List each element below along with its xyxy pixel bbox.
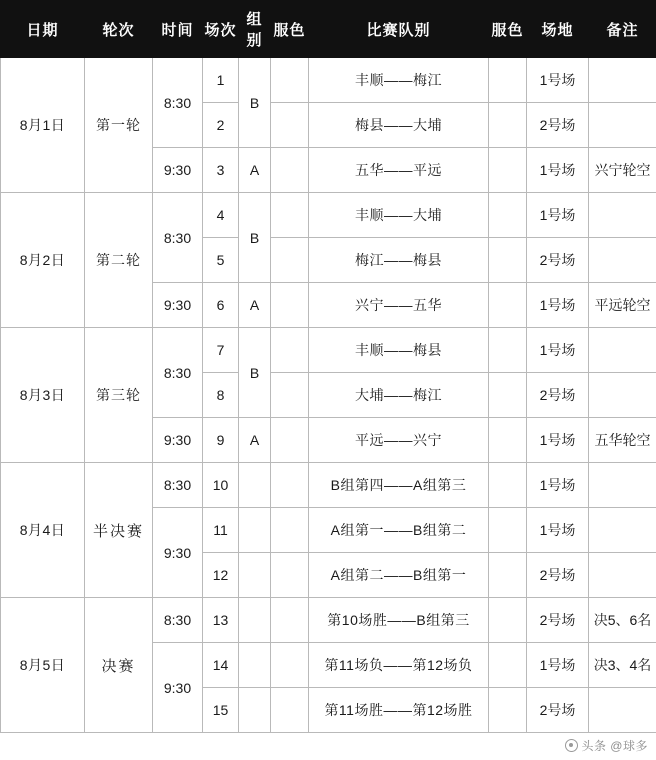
header-time: 时间 bbox=[153, 1, 203, 58]
header-match-no: 场次 bbox=[203, 1, 239, 58]
kit-color-left-cell bbox=[271, 643, 309, 688]
kit-color-left-cell bbox=[271, 193, 309, 238]
group-cell: A bbox=[239, 283, 271, 328]
table-row bbox=[1, 58, 656, 103]
header-row bbox=[1, 1, 656, 58]
teams-cell: 兴宁——五华 bbox=[309, 283, 489, 328]
venue-cell: 1号场 bbox=[527, 508, 589, 553]
time-cell: 9:30 bbox=[153, 418, 203, 463]
venue-cell: 1号场 bbox=[527, 463, 589, 508]
remark-cell: 兴宁轮空 bbox=[589, 148, 656, 193]
round-cell: 决赛 bbox=[85, 598, 153, 733]
group-cell bbox=[239, 688, 271, 733]
venue-cell: 1号场 bbox=[527, 58, 589, 103]
header-round: 轮次 bbox=[85, 1, 153, 58]
header-teams: 比赛队别 bbox=[309, 1, 489, 58]
ball-icon bbox=[565, 739, 578, 752]
kit-color-right-cell bbox=[489, 598, 527, 643]
group-cell: B bbox=[239, 58, 271, 148]
kit-color-left-cell bbox=[271, 283, 309, 328]
time-cell: 9:30 bbox=[153, 283, 203, 328]
venue-cell: 2号场 bbox=[527, 688, 589, 733]
remark-cell: 平远轮空 bbox=[589, 283, 656, 328]
venue-cell: 1号场 bbox=[527, 148, 589, 193]
remark-cell bbox=[589, 463, 656, 508]
teams-cell: A组第二——B组第一 bbox=[309, 553, 489, 598]
match-no-cell: 14 bbox=[203, 643, 239, 688]
kit-color-left-cell bbox=[271, 373, 309, 418]
group-cell: B bbox=[239, 328, 271, 418]
date-cell: 8月2日 bbox=[1, 193, 85, 328]
teams-cell: A组第一——B组第二 bbox=[309, 508, 489, 553]
teams-cell: 大埔——梅江 bbox=[309, 373, 489, 418]
match-no-cell: 5 bbox=[203, 238, 239, 283]
group-cell bbox=[239, 553, 271, 598]
kit-color-right-cell bbox=[489, 193, 527, 238]
match-no-cell: 11 bbox=[203, 508, 239, 553]
table-row bbox=[1, 193, 656, 238]
teams-cell: 梅县——大埔 bbox=[309, 103, 489, 148]
match-no-cell: 7 bbox=[203, 328, 239, 373]
table-row bbox=[1, 463, 656, 508]
match-no-cell: 8 bbox=[203, 373, 239, 418]
time-cell: 8:30 bbox=[153, 598, 203, 643]
match-no-cell: 10 bbox=[203, 463, 239, 508]
kit-color-right-cell bbox=[489, 283, 527, 328]
match-no-cell: 2 bbox=[203, 103, 239, 148]
venue-cell: 1号场 bbox=[527, 283, 589, 328]
group-cell bbox=[239, 508, 271, 553]
remark-cell bbox=[589, 328, 656, 373]
date-cell: 8月3日 bbox=[1, 328, 85, 463]
teams-cell: 第11场负——第12场负 bbox=[309, 643, 489, 688]
round-cell: 第二轮 bbox=[85, 193, 153, 328]
round-cell: 第一轮 bbox=[85, 58, 153, 193]
header-venue: 场地 bbox=[527, 1, 589, 58]
remark-cell bbox=[589, 58, 656, 103]
group-cell: A bbox=[239, 148, 271, 193]
round-cell: 第三轮 bbox=[85, 328, 153, 463]
remark-cell bbox=[589, 508, 656, 553]
kit-color-right-cell bbox=[489, 373, 527, 418]
group-cell bbox=[239, 598, 271, 643]
kit-color-left-cell bbox=[271, 418, 309, 463]
match-no-cell: 6 bbox=[203, 283, 239, 328]
match-no-cell: 13 bbox=[203, 598, 239, 643]
remark-cell bbox=[589, 373, 656, 418]
match-no-cell: 15 bbox=[203, 688, 239, 733]
venue-cell: 2号场 bbox=[527, 103, 589, 148]
kit-color-left-cell bbox=[271, 553, 309, 598]
kit-color-left-cell bbox=[271, 508, 309, 553]
time-cell: 8:30 bbox=[153, 328, 203, 418]
kit-color-right-cell bbox=[489, 238, 527, 283]
kit-color-left-cell bbox=[271, 103, 309, 148]
remark-cell bbox=[589, 688, 656, 733]
remark-cell: 决3、4名 bbox=[589, 643, 656, 688]
venue-cell: 2号场 bbox=[527, 373, 589, 418]
time-cell: 8:30 bbox=[153, 193, 203, 283]
kit-color-right-cell bbox=[489, 103, 527, 148]
date-cell: 8月5日 bbox=[1, 598, 85, 733]
time-cell: 9:30 bbox=[153, 508, 203, 598]
teams-cell: 第10场胜——B组第三 bbox=[309, 598, 489, 643]
venue-cell: 1号场 bbox=[527, 418, 589, 463]
time-cell: 9:30 bbox=[153, 643, 203, 733]
table-body bbox=[1, 58, 656, 733]
remark-cell bbox=[589, 553, 656, 598]
header-kit-color-right: 服色 bbox=[489, 1, 527, 58]
venue-cell: 1号场 bbox=[527, 643, 589, 688]
venue-cell: 1号场 bbox=[527, 328, 589, 373]
group-cell bbox=[239, 463, 271, 508]
kit-color-right-cell bbox=[489, 553, 527, 598]
kit-color-right-cell bbox=[489, 148, 527, 193]
kit-color-right-cell bbox=[489, 418, 527, 463]
header-remark: 备注 bbox=[589, 1, 656, 58]
header-group: 组别 bbox=[239, 1, 271, 58]
venue-cell: 1号场 bbox=[527, 193, 589, 238]
teams-cell: 平远——兴宁 bbox=[309, 418, 489, 463]
kit-color-left-cell bbox=[271, 688, 309, 733]
match-no-cell: 4 bbox=[203, 193, 239, 238]
date-cell: 8月4日 bbox=[1, 463, 85, 598]
time-cell: 9:30 bbox=[153, 148, 203, 193]
remark-cell bbox=[589, 103, 656, 148]
time-cell: 8:30 bbox=[153, 58, 203, 148]
group-cell: A bbox=[239, 418, 271, 463]
kit-color-right-cell bbox=[489, 508, 527, 553]
round-cell: 半决赛 bbox=[85, 463, 153, 598]
table-row bbox=[1, 598, 656, 643]
kit-color-right-cell bbox=[489, 463, 527, 508]
remark-cell: 五华轮空 bbox=[589, 418, 656, 463]
kit-color-left-cell bbox=[271, 598, 309, 643]
teams-cell: 丰顺——大埔 bbox=[309, 193, 489, 238]
match-no-cell: 9 bbox=[203, 418, 239, 463]
kit-color-left-cell bbox=[271, 463, 309, 508]
kit-color-left-cell bbox=[271, 328, 309, 373]
teams-cell: 丰顺——梅江 bbox=[309, 58, 489, 103]
remark-cell bbox=[589, 238, 656, 283]
teams-cell: 第11场胜——第12场胜 bbox=[309, 688, 489, 733]
match-no-cell: 12 bbox=[203, 553, 239, 598]
teams-cell: B组第四——A组第三 bbox=[309, 463, 489, 508]
time-cell: 8:30 bbox=[153, 463, 203, 508]
venue-cell: 2号场 bbox=[527, 598, 589, 643]
teams-cell: 丰顺——梅县 bbox=[309, 328, 489, 373]
table-header bbox=[1, 1, 656, 58]
kit-color-right-cell bbox=[489, 58, 527, 103]
venue-cell: 2号场 bbox=[527, 238, 589, 283]
venue-cell: 2号场 bbox=[527, 553, 589, 598]
header-date: 日期 bbox=[1, 1, 85, 58]
remark-cell bbox=[589, 193, 656, 238]
remark-cell: 决5、6名 bbox=[589, 598, 656, 643]
group-cell bbox=[239, 643, 271, 688]
kit-color-right-cell bbox=[489, 328, 527, 373]
teams-cell: 五华——平远 bbox=[309, 148, 489, 193]
kit-color-left-cell bbox=[271, 238, 309, 283]
kit-color-right-cell bbox=[489, 688, 527, 733]
kit-color-right-cell bbox=[489, 643, 527, 688]
kit-color-left-cell bbox=[271, 148, 309, 193]
match-no-cell: 1 bbox=[203, 58, 239, 103]
watermark-text: 头条 @球多 bbox=[581, 739, 648, 753]
kit-color-left-cell bbox=[271, 58, 309, 103]
watermark bbox=[565, 737, 648, 754]
match-no-cell: 3 bbox=[203, 148, 239, 193]
group-cell: B bbox=[239, 193, 271, 283]
teams-cell: 梅江——梅县 bbox=[309, 238, 489, 283]
date-cell: 8月1日 bbox=[1, 58, 85, 193]
header-kit-color-left: 服色 bbox=[271, 1, 309, 58]
table-row bbox=[1, 328, 656, 373]
